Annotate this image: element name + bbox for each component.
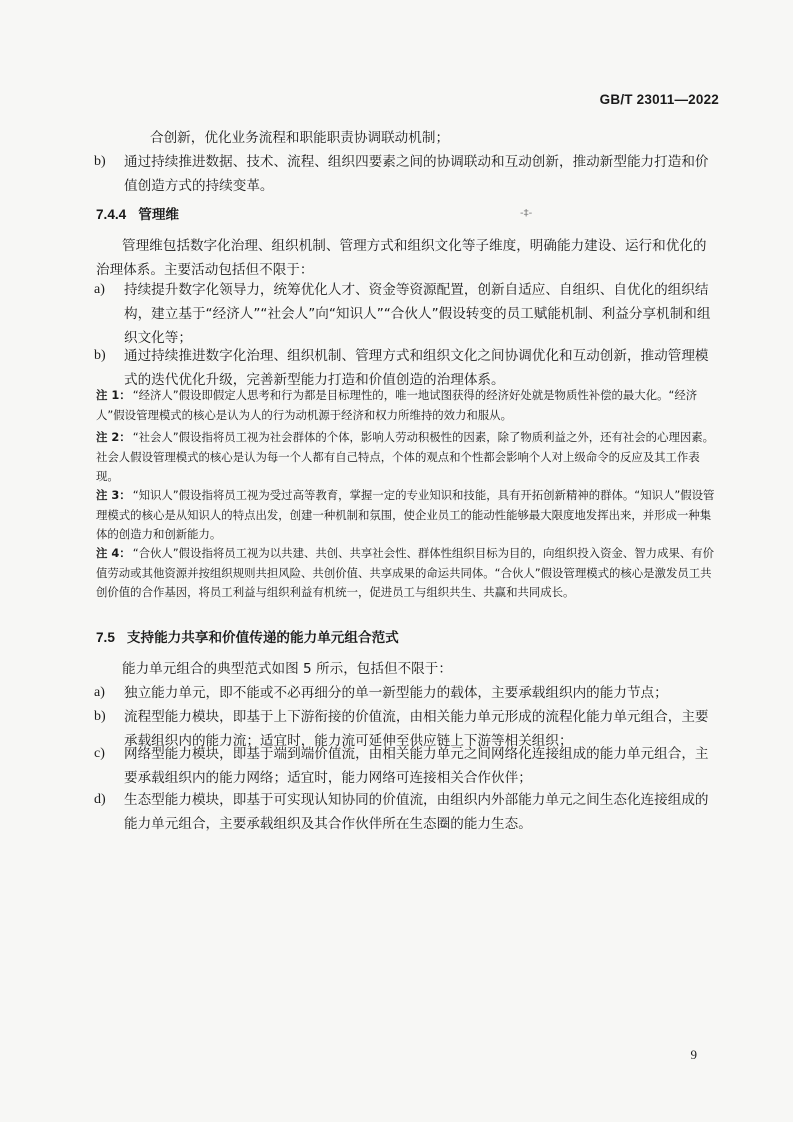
standard-code: GB/T 23011—2022 [599, 92, 719, 107]
note-label: 注 1： [96, 388, 131, 402]
note-text: “社会人”假设指将员工视为社会群体的个体，影响人劳动积极性的因素，除了物质利益之外，还有社会的心理因素。社会人假设管理模式的核心是认为每一个人都有自己特点，个体的观点和个性都会影响个人对上级命令的反应及其工作表现。 [96, 430, 715, 483]
list-marker: b) [94, 154, 106, 169]
note-2 [96, 428, 720, 487]
list-item [94, 788, 716, 836]
section-title: 管理维 [138, 207, 180, 223]
section-intro: 能力单元组合的典型范式如图 5 所示，包括但不限于： [122, 661, 452, 677]
list-marker: c) [94, 746, 105, 761]
note-1 [96, 386, 720, 425]
list-marker: a) [94, 685, 105, 700]
note-label: 注 2： [96, 430, 131, 444]
list-marker: b) [94, 348, 106, 363]
list-item-b-prev [94, 150, 716, 198]
section-title: 支持能力共享和价值传递的能力单元组合范式 [126, 630, 399, 646]
note-text: “经济人”假设即假定人思考和行为都是目标理性的，唯一地试图获得的经济好处就是物质性补偿的最大化。“经济人”假设管理模式的核心是认为人的行为动机源于经济和权力所维持的效力和服从。 [96, 388, 698, 422]
note-text: “合伙人”假设指将员工视为以共建、共创、共享社会性、群体性组织目标为目的，向组织投入资金、智力成果、有价值劳动或其他资源并按组织规则共担风险、共创价值、共享成果的命运共同体。“合伙人”假设管理模式的核心是激发员工共创价值的合作基因，将员工利益与组织利益有机统一，促进员工与组织共生、共赢和共同成长。 [96, 546, 715, 599]
list-item-text: 独立能力单元，即不能或不必再细分的单一新型能力的载体，主要承载组织内的能力节点； [124, 685, 668, 701]
list-item-text: 持续提升数字化领导力，统筹优化人才、资金等资源配置，创新自适应、自组织、自优化的组织结构，建立基于“经济人”“社会人”向“知识人”“合伙人”假设转变的员工赋能机制、利益分享机制和组织文化等； [124, 282, 711, 346]
list-item [94, 278, 716, 350]
list-item [94, 742, 716, 790]
list-marker: d) [94, 792, 106, 807]
note-label: 注 4： [96, 546, 131, 560]
list-item-text: 流程型能力模块，即基于上下游衔接的价值流，由相关能力单元形成的流程化能力单元组合，主要承载组织内的能力流；适宜时，能力流可延伸至供应链上下游等相关组织； [124, 709, 709, 749]
page-number: 9 [690, 1047, 697, 1062]
section-number: 7.5 [96, 630, 115, 645]
note-4 [96, 544, 720, 603]
list-item-text: 通过持续推进数字化治理、组织机制、管理方式和组织文化之间协调优化和互动创新，推动管理模式的迭代优化升级，完善新型能力打造和价值创造的治理体系。 [124, 348, 709, 388]
note-3 [96, 486, 720, 545]
list-marker: a) [94, 282, 105, 297]
list-marker: b) [94, 709, 106, 724]
section-intro: 管理维包括数字化治理、组织机制、管理方式和组织文化等子维度，明确能力建设、运行和优化的治理体系。主要活动包括但不限于： [96, 238, 707, 278]
note-text: “知识人”假设指将员工视为受过高等教育，掌握一定的专业知识和技能，具有开拓创新精神的群体。“知识人”假设管理模式的核心是从知识人的特点出发，创建一种机制和氛围，使企业员工的能动性能够最大限度地发挥出来，并形成一种集体的创造力和创新能力。 [96, 488, 715, 541]
list-item-text: 网络型能力模块，即基于端到端价值流，由相关能力单元之间网络化连接组成的能力单元组合，主要承载组织内的能力网络；适宜时，能力网络可连接相关合作伙伴； [124, 746, 709, 786]
continuation-line: 合创新，优化业务流程和职能职责协调联动机制； [150, 130, 450, 146]
note-label: 注 3： [96, 488, 131, 502]
list-item [94, 344, 716, 392]
scan-artifact: -‡- [520, 208, 533, 219]
section-heading-7-5 [96, 626, 399, 650]
list-item [94, 681, 716, 705]
list-item-text: 通过持续推进数据、技术、流程、组织四要素之间的协调联动和互动创新，推动新型能力打造和价值创造方式的持续变革。 [124, 154, 709, 194]
section-heading-7-4-4 [96, 203, 179, 227]
section-number: 7.4.4 [96, 207, 127, 222]
list-item-text: 生态型能力模块，即基于可实现认知协同的价值流，由组织内外部能力单元之间生态化连接组成的能力单元组合，主要承载组织及其合作伙伴所在生态圈的能力生态。 [124, 792, 709, 832]
